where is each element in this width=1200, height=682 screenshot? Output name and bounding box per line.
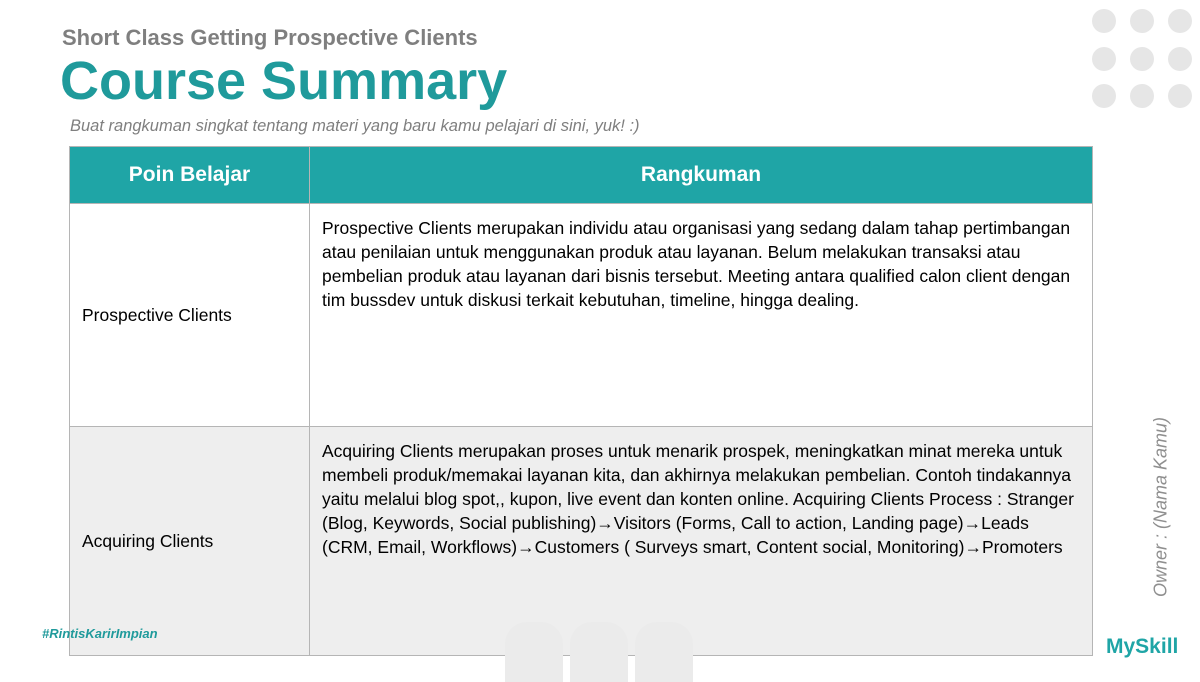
decorative-dot-grid: [1092, 9, 1192, 109]
course-subtitle: Short Class Getting Prospective Clients: [62, 25, 478, 50]
decorative-dot: [1168, 47, 1192, 71]
decorative-tab: [635, 622, 693, 682]
decorative-dot: [1168, 9, 1192, 33]
decorative-dot: [1130, 47, 1154, 71]
summary-cell[interactable]: Prospective Clients merupakan individu atau organisasi yang sedang dalam tahap pertimbangan atau penilaian untuk menggunakan produk atau layanan. Belum melakukan transaksi atau pembelian produk atau layanan dari bisnis tersebut. Meeting antara qualified calon client dengan tim bussdev untuk diskusi terkait kebutuhan, timeline, hingga dealing.: [310, 204, 1093, 427]
summary-table: [69, 146, 1093, 656]
decorative-dot: [1092, 47, 1116, 71]
table-row: [70, 427, 1093, 656]
instruction-text: Buat rangkuman singkat tentang materi yang baru kamu pelajari di sini, yuk! :): [70, 117, 640, 135]
decorative-dot: [1130, 9, 1154, 33]
decorative-dot: [1168, 84, 1192, 108]
table-header-row: [70, 147, 1093, 204]
table-row: [70, 204, 1093, 427]
column-header-rangkuman: Rangkuman: [310, 147, 1093, 204]
decorative-tab: [505, 622, 563, 682]
decorative-tab: [570, 622, 628, 682]
point-cell[interactable]: Prospective Clients: [70, 204, 310, 427]
point-cell[interactable]: Acquiring Clients: [70, 427, 310, 656]
column-header-poin-belajar: Poin Belajar: [70, 147, 310, 204]
decorative-dot: [1092, 9, 1116, 33]
summary-cell[interactable]: Acquiring Clients merupakan proses untuk menarik prospek, meningkatkan minat mereka untuk membeli produk/memakai layanan kita, dan akhirnya melakukan pembelian. Contoh tindakannya yaitu melalui blog spot,, kupon, live event dan konten online. Acquiring Clients Process : Stranger (Blog, Keywords, Social publishing)→Visitors (Forms, Call to action, Landing page)→Leads (CRM, Email, Workflows)→Customers ( Surveys smart, Content social, Monitoring)→Promoters: [310, 427, 1093, 656]
hashtag-text: #RintisKarirImpian: [42, 626, 158, 641]
owner-label: Owner : (Nama Kamu): [1150, 416, 1171, 598]
decorative-dot: [1092, 84, 1116, 108]
page-title: Course Summary: [60, 51, 508, 111]
decorative-dot: [1130, 84, 1154, 108]
brand-logo: MySkill: [1106, 635, 1179, 658]
